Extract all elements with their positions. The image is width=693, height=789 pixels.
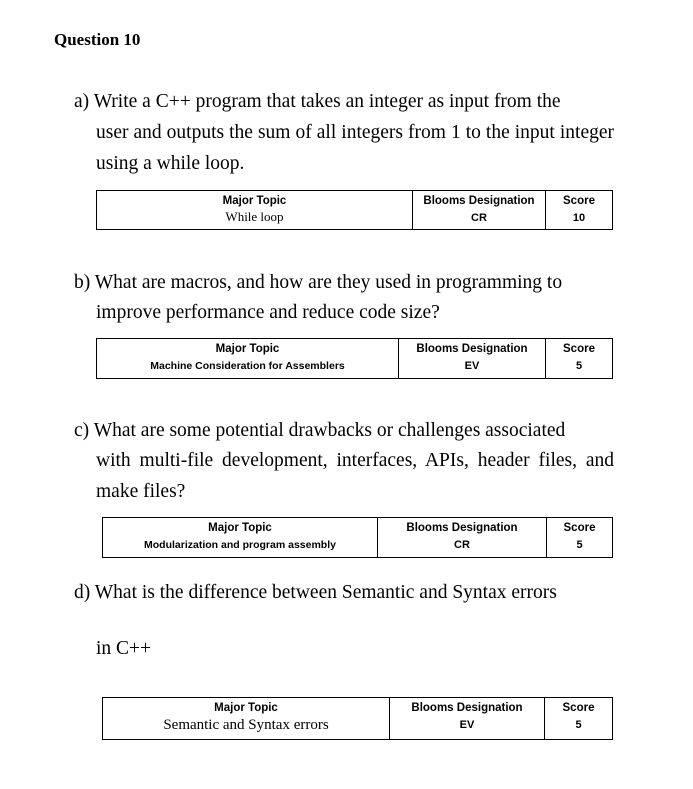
- score-header: Score: [563, 522, 596, 534]
- question-d-rest: in C++: [96, 638, 152, 659]
- question-d-line1: [74, 577, 614, 608]
- score-value: 5: [575, 719, 582, 731]
- topic-header: Major Topic: [214, 702, 278, 714]
- topic-header: Major Topic: [222, 195, 287, 207]
- score-cell: [547, 518, 613, 558]
- blooms-value: EV: [459, 719, 475, 731]
- question-b-label: b): [74, 272, 91, 293]
- topic-value: Semantic and Syntax errors: [163, 717, 329, 733]
- blooms-header: Blooms Designation: [423, 195, 535, 207]
- blooms-header: Blooms Designation: [411, 702, 523, 714]
- question-a-line1: [74, 86, 614, 117]
- topic-value: Modularization and program assembly: [144, 539, 336, 551]
- question-c-label: c): [74, 420, 90, 441]
- blooms-cell: [390, 698, 545, 740]
- blooms-cell: [399, 339, 546, 379]
- question-d-label: d): [74, 582, 91, 603]
- blooms-cell: [413, 191, 546, 230]
- question-a-rest: user and outputs the sum of all integers from 1 to the input integer using a while loop.: [96, 122, 614, 174]
- question-c-first-line: What are some potential drawbacks or challenges associated: [93, 420, 566, 441]
- question-c-rest: with multi-file development, interfaces, APIs, header files, and make files?: [96, 450, 614, 502]
- topic-cell: [103, 698, 390, 740]
- score-cell: [546, 339, 613, 379]
- question-c-line1: [74, 415, 614, 446]
- topic-cell: [97, 339, 399, 379]
- question-d-table: [102, 697, 613, 740]
- question-b-line1: [74, 267, 614, 298]
- score-value: 5: [576, 539, 583, 551]
- topic-value: Machine Consideration for Assemblers: [150, 360, 345, 372]
- topic-value: While loop: [225, 209, 284, 224]
- blooms-value: EV: [464, 360, 480, 372]
- topic-cell: [97, 191, 413, 230]
- question-d-first-line: What is the difference between Semantic and Syntax errors: [94, 582, 557, 603]
- score-cell: [545, 698, 613, 740]
- blooms-value: CR: [454, 539, 470, 551]
- score-header: Score: [563, 195, 595, 207]
- topic-cell: [103, 518, 378, 558]
- question-b-rest: improve performance and reduce code size?: [96, 302, 440, 323]
- question-a-label: a): [74, 91, 90, 112]
- topic-header: Major Topic: [215, 343, 280, 355]
- blooms-value: CR: [471, 212, 487, 224]
- question-a-table: [96, 190, 613, 230]
- score-cell: [546, 191, 613, 230]
- question-a-first-line: Write a C++ program that takes an integer as input from the: [93, 91, 561, 112]
- question-b-table: [96, 338, 613, 379]
- blooms-header: Blooms Designation: [416, 343, 528, 355]
- topic-header: Major Topic: [208, 522, 272, 534]
- score-header: Score: [562, 702, 595, 714]
- score-value: 10: [572, 212, 586, 224]
- blooms-cell: [378, 518, 547, 558]
- score-header: Score: [563, 343, 595, 355]
- question-c-table: [102, 517, 613, 558]
- score-value: 5: [575, 360, 583, 372]
- question-title: Question 10: [54, 30, 141, 49]
- blooms-header: Blooms Designation: [406, 522, 518, 534]
- question-b-first-line: What are macros, and how are they used in programming to: [94, 272, 563, 293]
